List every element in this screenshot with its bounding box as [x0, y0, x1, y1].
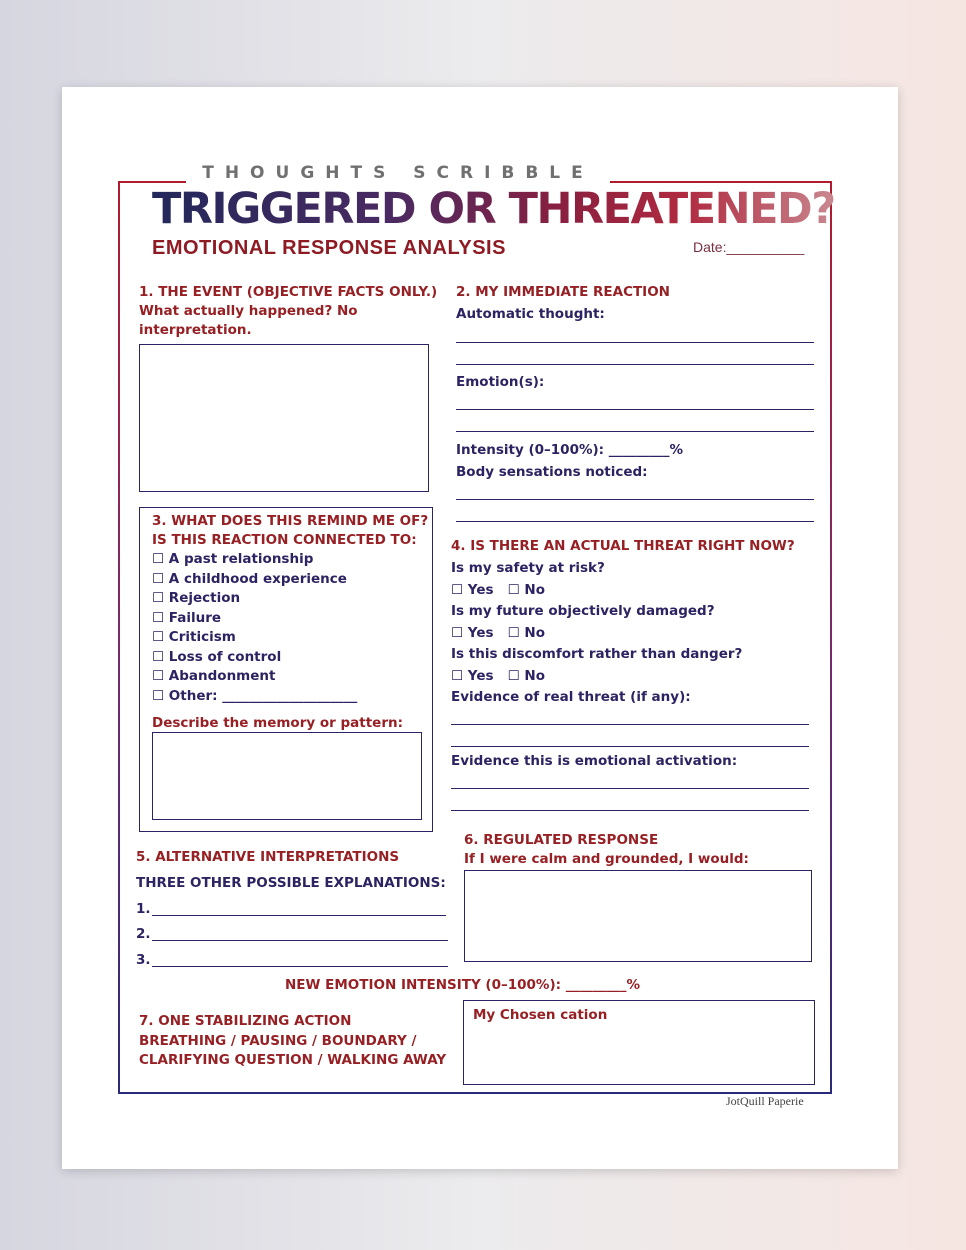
describe-memory-label: Describe the memory or pattern:: [152, 715, 403, 731]
trigger-checklist: [152, 550, 357, 706]
section6-prompt: If I were calm and grounded, I would:: [464, 851, 749, 867]
checkbox-past-relationship[interactable]: ☐ A past relationship: [152, 551, 314, 567]
intensity-field[interactable]: Intensity (0–100%): _________%: [456, 442, 684, 458]
discomfort-yes-no[interactable]: ☐ Yes ☐ No: [451, 668, 546, 684]
explanation-1-number: 1.: [136, 901, 151, 917]
evidence-threat-line-1[interactable]: [451, 724, 809, 725]
explanation-3-number: 3.: [136, 952, 151, 968]
section7-line2: BREATHING / PAUSING / BOUNDARY /: [139, 1033, 417, 1049]
evidence-threat-line-2[interactable]: [451, 746, 809, 747]
brand-label: THOUGHTS SCRIBBLE: [186, 160, 610, 186]
explanation-2-number: 2.: [136, 926, 151, 942]
body-sensations-line-1[interactable]: [456, 499, 814, 500]
footer-credit: JotQuill Paperie: [726, 1094, 804, 1108]
section7-line3: CLARIFYING QUESTION / WALKING AWAY: [139, 1052, 447, 1068]
section5-subheading: THREE OTHER POSSIBLE EXPLANATIONS:: [136, 875, 446, 891]
explanation-1-line[interactable]: [152, 915, 446, 916]
body-sensations-label: Body sensations noticed:: [456, 464, 648, 480]
page-subtitle: EMOTIONAL RESPONSE ANALYSIS: [152, 237, 506, 259]
checkbox-criticism[interactable]: ☐ Criticism: [152, 629, 236, 645]
evidence-emotion-label: Evidence this is emotional activation:: [451, 753, 738, 769]
evidence-emotion-line-1[interactable]: [451, 788, 809, 789]
emotions-line-2[interactable]: [456, 431, 814, 432]
emotions-label: Emotion(s):: [456, 374, 545, 390]
future-question: Is my future objectively damaged?: [451, 603, 715, 619]
body-sensations-line-2[interactable]: [456, 521, 814, 522]
discomfort-question: Is this discomfort rather than danger?: [451, 646, 743, 662]
automatic-thought-line-1[interactable]: [456, 342, 814, 343]
page-title: TRIGGERED OR THREATENED?: [152, 184, 835, 234]
emotions-line-1[interactable]: [456, 409, 814, 410]
memory-box[interactable]: [152, 732, 422, 820]
section5-heading: 5. ALTERNATIVE INTERPRETATIONS: [136, 849, 400, 865]
section1-prompt-line2: interpretation.: [139, 322, 252, 338]
checkbox-loss-of-control[interactable]: ☐ Loss of control: [152, 648, 282, 665]
automatic-thought-label: Automatic thought:: [456, 306, 605, 322]
automatic-thought-line-2[interactable]: [456, 364, 814, 365]
section7-heading: 7. ONE STABILIZING ACTION: [139, 1013, 352, 1029]
chosen-action-label: My Chosen cation: [473, 1007, 608, 1023]
checkbox-childhood-experience[interactable]: ☐ A childhood experience: [152, 570, 347, 587]
new-emotion-intensity-field[interactable]: NEW EMOTION INTENSITY (0–100%): _________%: [285, 977, 640, 993]
explanation-3-line[interactable]: [152, 966, 448, 967]
safety-question: Is my safety at risk?: [451, 560, 605, 576]
section4-heading: 4. IS THERE AN ACTUAL THREAT RIGHT NOW?: [451, 538, 795, 554]
section1-prompt-line1: What actually happened? No: [139, 303, 358, 319]
checkbox-abandonment[interactable]: ☐ Abandonment: [152, 668, 276, 684]
checkbox-other[interactable]: ☐ Other: ____________________: [152, 687, 358, 704]
safety-yes-no[interactable]: ☐ Yes ☐ No: [451, 582, 546, 598]
date-field[interactable]: Date:__________: [693, 239, 805, 255]
section2-heading: 2. MY IMMEDIATE REACTION: [456, 284, 670, 300]
section6-heading: 6. REGULATED RESPONSE: [464, 832, 659, 848]
checkbox-failure[interactable]: ☐ Failure: [152, 609, 222, 626]
section3-heading-line1: 3. WHAT DOES THIS REMIND ME OF?: [152, 513, 429, 529]
explanation-2-line[interactable]: [152, 940, 448, 941]
section1-heading: 1. THE EVENT (OBJECTIVE FACTS ONLY.): [139, 284, 438, 300]
checkbox-rejection[interactable]: ☐ Rejection: [152, 590, 241, 606]
evidence-threat-label: Evidence of real threat (if any):: [451, 689, 691, 705]
future-yes-no[interactable]: ☐ Yes ☐ No: [451, 625, 546, 641]
event-box[interactable]: [139, 344, 429, 492]
section3-heading-line2: IS THIS REACTION CONNECTED TO:: [152, 532, 417, 548]
regulated-response-box[interactable]: [464, 870, 812, 962]
evidence-emotion-line-2[interactable]: [451, 810, 809, 811]
